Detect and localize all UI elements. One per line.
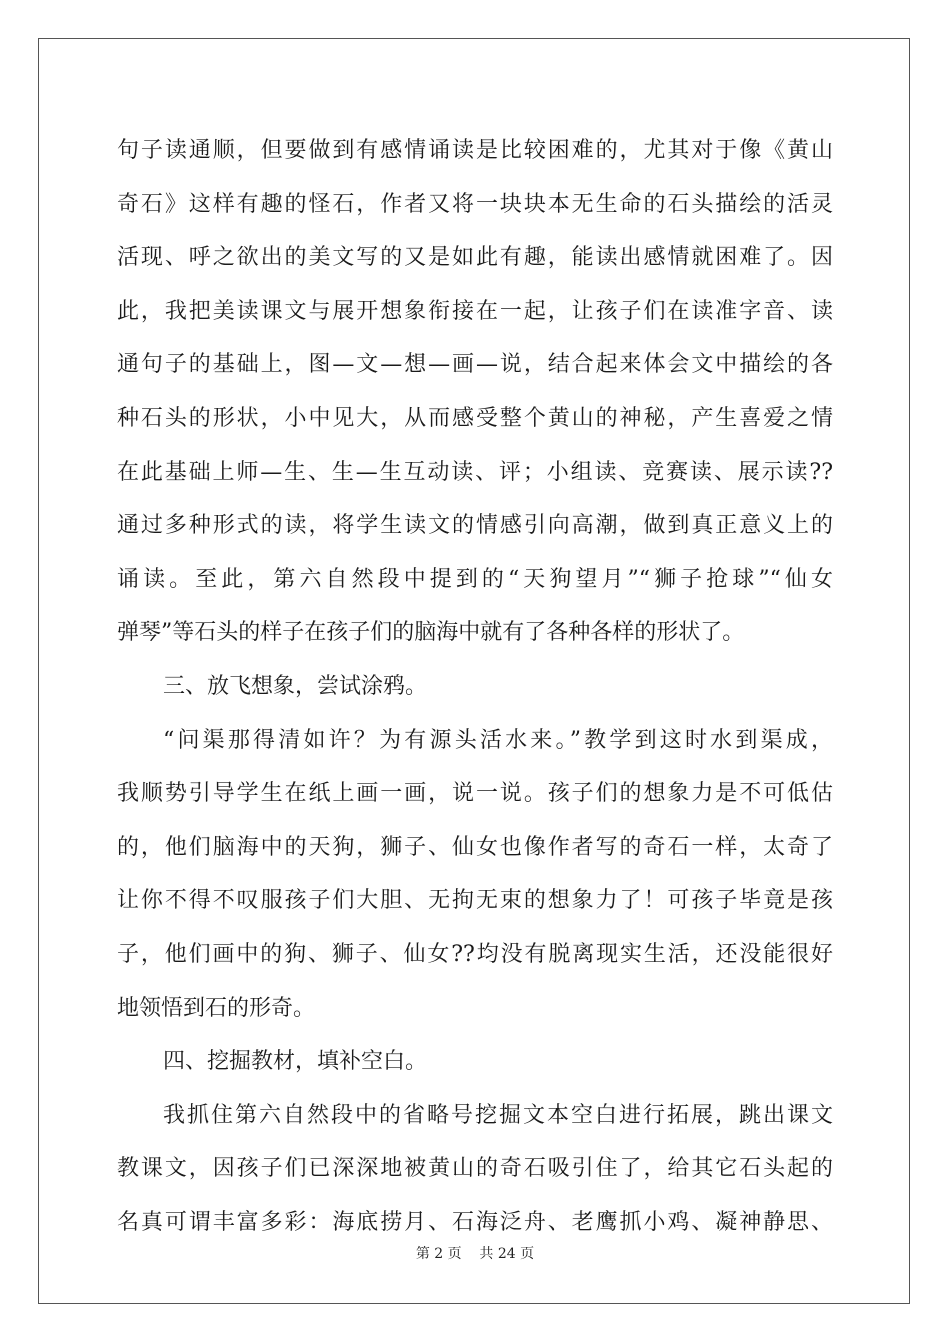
text-line: “问渠那得清如许？为有源头活水来。”教学到这时水到渠成， bbox=[163, 727, 833, 753]
text-line: 句子读通顺，但要做到有感情诵读是比较困难的，尤其对于像《黄山 bbox=[117, 138, 833, 163]
section-heading: 四、挖掘教材，填补空白。 bbox=[163, 1049, 428, 1075]
text-line: 名真可谓丰富多彩：海底捞月、石海泛舟、老鹰抓小鸡、凝神静思、 bbox=[117, 1209, 833, 1235]
text-line: 地领悟到石的形奇。 bbox=[117, 995, 316, 1021]
text-line: 种石头的形状，小中见大，从而感受整个黄山的神秘，产生喜爱之情 bbox=[117, 405, 833, 431]
text-line: 我抓住第六自然段中的省略号挖掘文本空白进行拓展，跳出课文 bbox=[163, 1102, 833, 1128]
text-line: 通句子的基础上，图—文—想—画—说，结合起来体会文中描绘的各 bbox=[117, 352, 833, 378]
page-footer bbox=[0, 1243, 950, 1263]
text-line: 在此基础上师—生、生—生互动读、评；小组读、竞赛读、展示读?? bbox=[117, 459, 833, 485]
text-line: 的，他们脑海中的天狗，狮子、仙女也像作者写的奇石一样，太奇了 bbox=[117, 834, 833, 860]
text-line: 弹琴”等石头的样子在孩子们的脑海中就有了各种各样的形状了。 bbox=[117, 620, 745, 646]
document-body bbox=[117, 124, 833, 1249]
text-line: 子，他们画中的狗、狮子、仙女??均没有脱离现实生活，还没能很好 bbox=[117, 941, 833, 967]
text-line: 奇石》这样有趣的怪石，作者又将一块块本无生命的石头描绘的活灵 bbox=[117, 191, 833, 217]
text-line: 我顺势引导学生在纸上画一画，说一说。孩子们的想象力是不可低估 bbox=[117, 781, 833, 807]
text-line: 诵读。至此，第六自然段中提到的“天狗望月”“狮子抢球”“仙女 bbox=[117, 566, 833, 592]
section-heading: 三、放飞想象，尝试涂鸦。 bbox=[163, 673, 428, 699]
text-line: 通过多种形式的读，将学生读文的情感引向高潮，做到真正意义上的 bbox=[117, 513, 833, 539]
text-line: 教课文，因孩子们已深深地被黄山的奇石吸引住了，给其它石头起的 bbox=[117, 1156, 833, 1182]
page-number: 第 2 页 共 24 页 bbox=[415, 1246, 535, 1262]
text-line: 活现、呼之欲出的美文写的又是如此有趣，能读出感情就困难了。因 bbox=[117, 245, 833, 271]
text-line: 让你不得不叹服孩子们大胆、无拘无束的想象力了！可孩子毕竟是孩 bbox=[117, 888, 833, 914]
text-line: 此，我把美读课文与展开想象衔接在一起，让孩子们在读准字音、读 bbox=[117, 298, 833, 324]
